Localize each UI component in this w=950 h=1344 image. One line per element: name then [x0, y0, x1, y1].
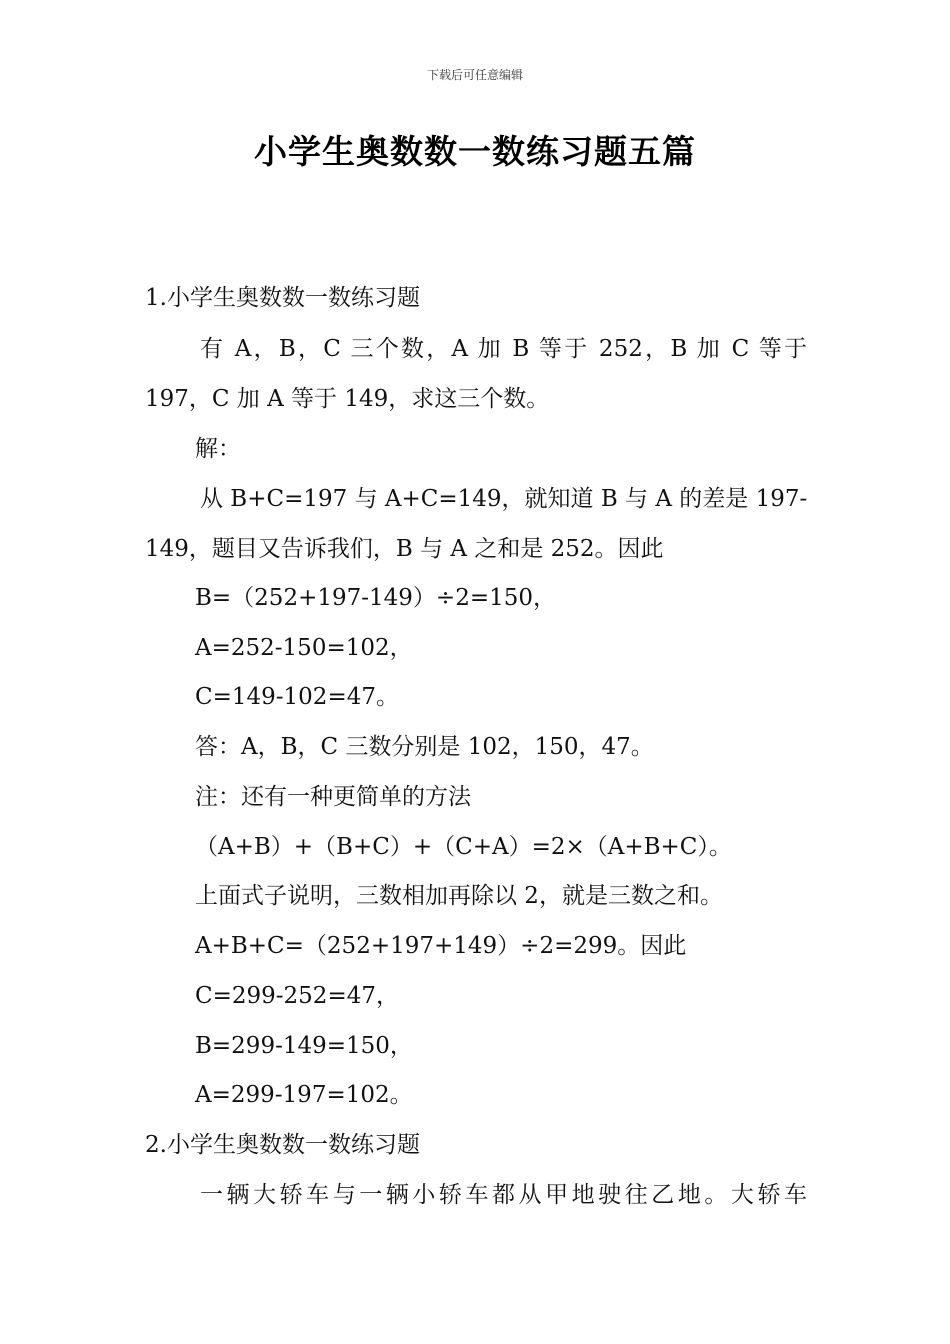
paragraph-line: 从 B+C=197 与 A+C=149，就知道 B 与 A 的差是 197- — [200, 486, 808, 512]
answer-line: 答：A，B，C 三数分别是 102，150，47。 — [195, 734, 654, 760]
formula-line: C=149-102=47。 — [195, 684, 399, 710]
formula-line: A=252-150=102， — [195, 635, 413, 661]
paragraph-line: 有 A，B，C 三个数，A 加 B 等于 252，B 加 C 等于 — [200, 336, 807, 362]
formula-line: B=299-149=150， — [195, 1033, 413, 1059]
document-title: 小学生奥数数一数练习题五篇 — [254, 132, 696, 171]
section-heading-1: 1.小学生奥数数一数练习题 — [145, 285, 420, 311]
paragraph-line: 一辆大轿车与一辆小轿车都从甲地驶往乙地。大轿车 — [200, 1182, 807, 1208]
header-note: 下载后可任意编辑 — [426, 68, 523, 82]
formula-line: A=299-197=102。 — [195, 1082, 413, 1108]
formula-line: （A+B）+（B+C）+（C+A）=2×（A+B+C）。 — [195, 834, 732, 860]
formula-line: A+B+C=（252+197+149）÷2=299。因此 — [195, 933, 687, 959]
formula-line: B=（252+197-149）÷2=150， — [195, 585, 556, 611]
paragraph-line: 解： — [195, 436, 241, 462]
note-line: 注：还有一种更简单的方法 — [195, 784, 471, 810]
paragraph-line: 上面式子说明，三数相加再除以 2，就是三数之和。 — [195, 883, 723, 909]
paragraph-line: 197，C 加 A 等于 149，求这三个数。 — [145, 386, 550, 412]
paragraph-line: 149，题目又告诉我们，B 与 A 之和是 252。因此 — [145, 536, 664, 562]
formula-line: C=299-252=47， — [195, 983, 399, 1009]
section-heading-2: 2.小学生奥数数一数练习题 — [145, 1132, 420, 1158]
